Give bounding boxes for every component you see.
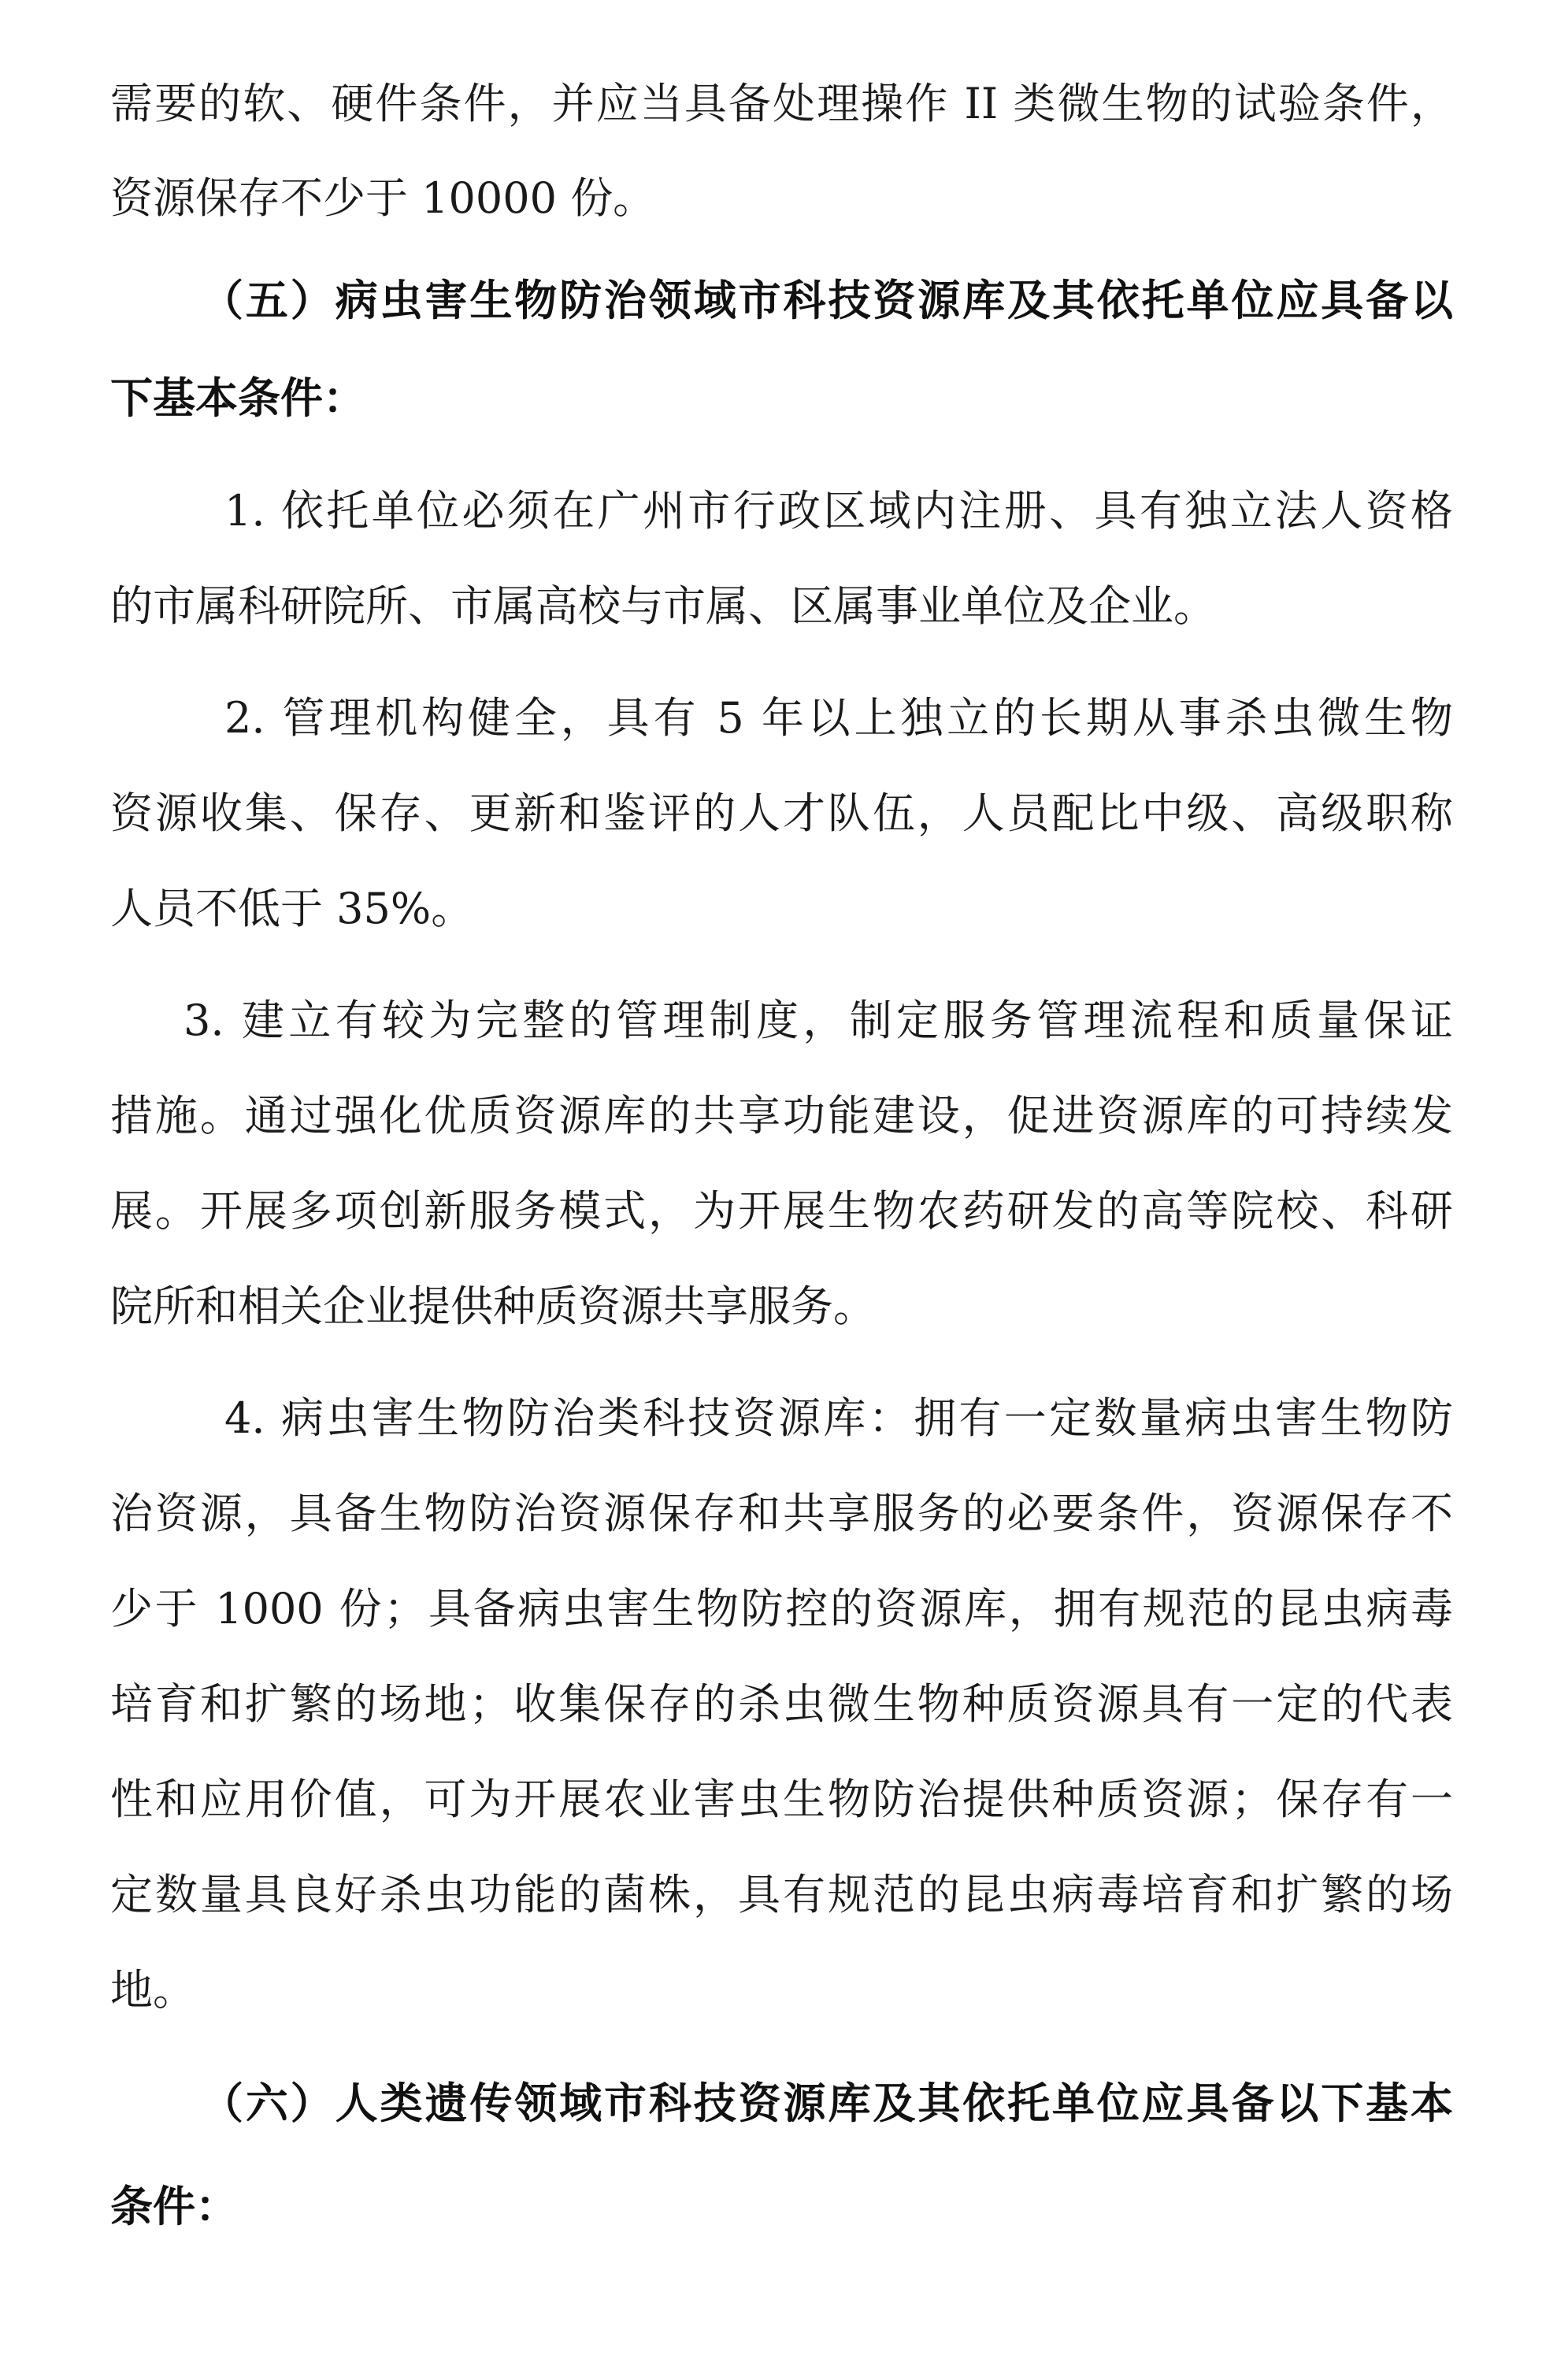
- item-3-line: 展。开展多项创新服务模式，为开展生物农药研发的高等院校、科研: [110, 1186, 1453, 1236]
- section-heading-6: （六）人类遗传领域市科技资源库及其依托单位应具备以下基本: [201, 2079, 1453, 2128]
- item-1-line: 的市属科研院所、市属高校与市属、区属事业单位及企业。: [110, 581, 1216, 631]
- item-3-line: 院所和相关企业提供种质资源共享服务。: [110, 1281, 876, 1331]
- section-heading-5: （五）病虫害生物防治领域市科技资源库及其依托单位应具备以: [201, 276, 1453, 325]
- item-3-line: 措施。通过强化优质资源库的共享功能建设，促进资源库的可持续发: [110, 1091, 1453, 1140]
- item-1-line: 1. 依托单位必须在广州市行政区域内注册、具有独立法人资格: [224, 486, 1453, 536]
- item-2-line: 2. 管理机构健全，具有 5 年以上独立的长期从事杀虫微生物: [224, 693, 1453, 743]
- paragraph-line: 需要的软、硬件条件，并应当具备处理操作 II 类微生物的试验条件，: [110, 79, 1453, 128]
- item-4-line: 4. 病虫害生物防治类科技资源库：拥有一定数量病虫害生物防: [224, 1393, 1453, 1443]
- item-4-line: 定数量具良好杀虫功能的菌株，具有规范的昆虫病毒培育和扩繁的场: [110, 1870, 1453, 1919]
- item-3-line: 3. 建立有较为完整的管理制度，制定服务管理流程和质量保证: [183, 996, 1453, 1045]
- section-heading-5-cont: 下基本条件：: [110, 373, 365, 423]
- item-4-line: 性和应用价值，可为开展农业害虫生物防治提供种质资源；保存有一: [110, 1775, 1453, 1824]
- paragraph-line: 资源保存不少于 10000 份。: [110, 173, 656, 223]
- section-heading-6-cont: 条件：: [110, 2182, 238, 2231]
- item-4-line: 培育和扩繁的场地；收集保存的杀虫微生物种质资源具有一定的代表: [110, 1679, 1453, 1729]
- item-2-line: 人员不低于 35%。: [110, 884, 474, 933]
- item-2-line: 资源收集、保存、更新和鉴评的人才队伍，人员配比中级、高级职称: [110, 788, 1453, 838]
- item-4-line: 地。: [110, 1965, 195, 2015]
- item-4-line: 治资源，具备生物防治资源保存和共享服务的必要条件，资源保存不: [110, 1489, 1453, 1538]
- item-4-line: 少于 1000 份；具备病虫害生物防控的资源库，拥有规范的昆虫病毒: [110, 1584, 1453, 1634]
